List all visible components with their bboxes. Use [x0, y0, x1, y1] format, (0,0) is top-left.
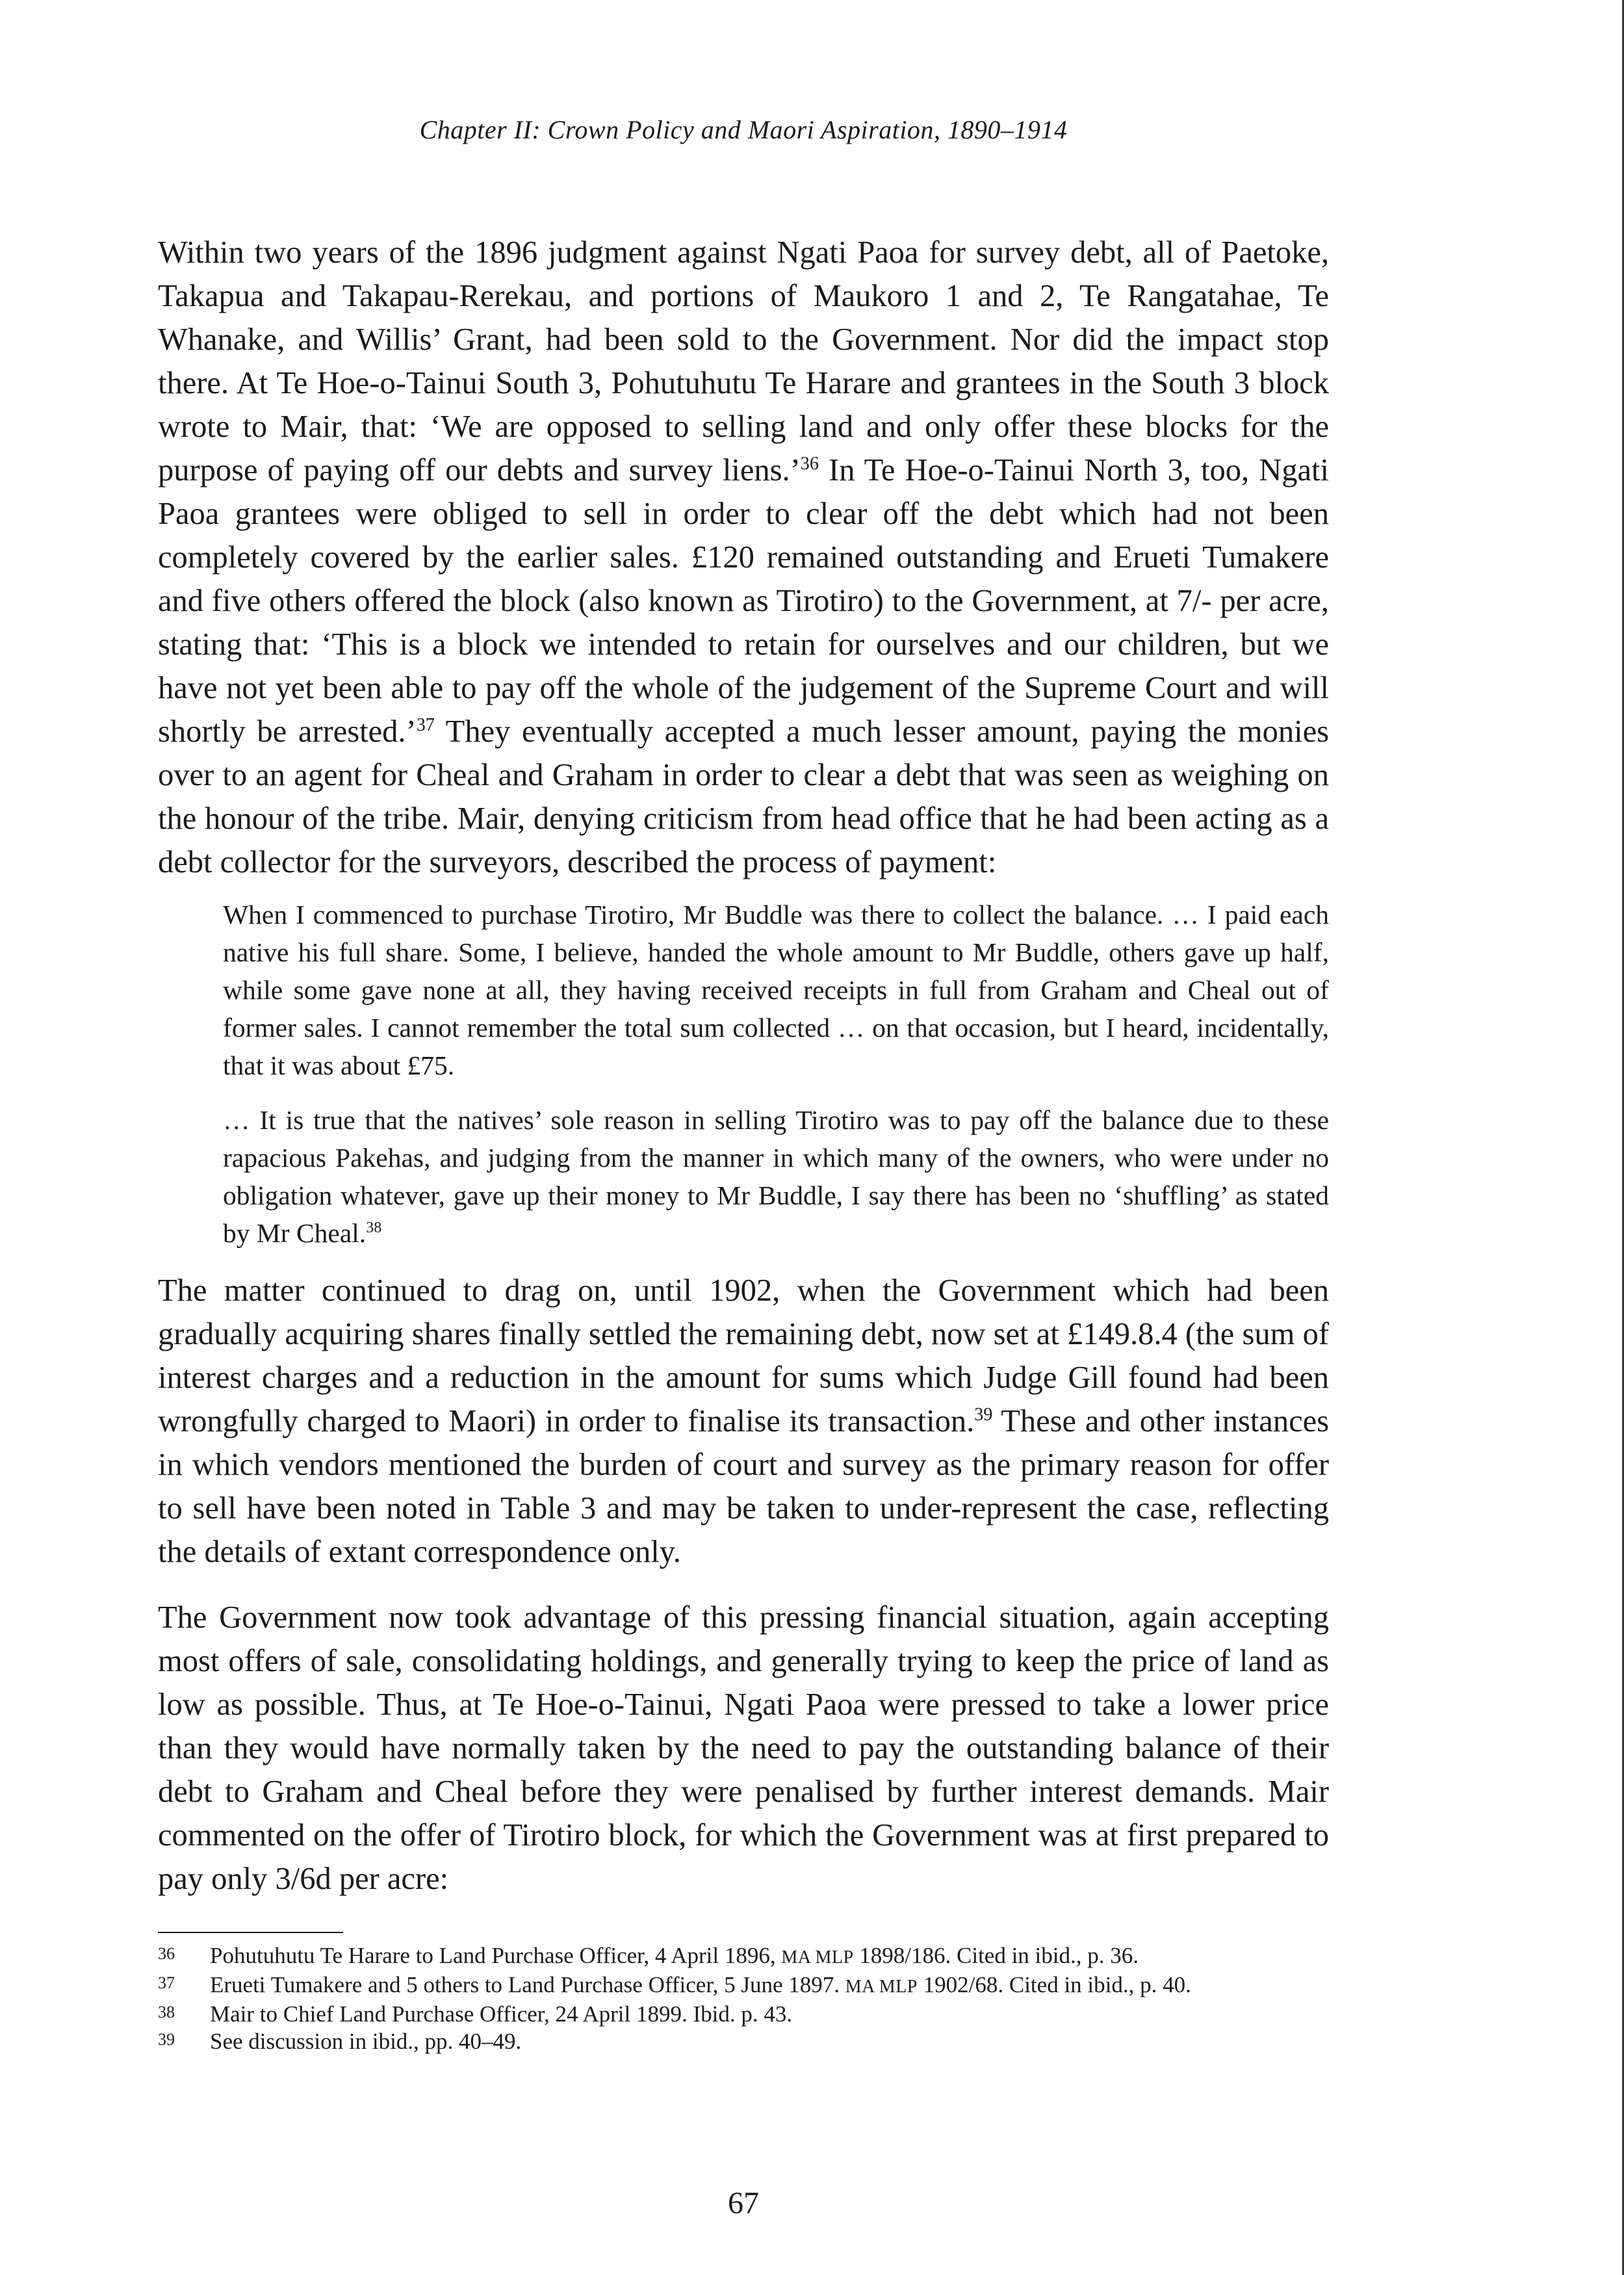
footnotes	[158, 1942, 1329, 2055]
footnote-rule	[158, 1932, 343, 1933]
paragraph-2-part-b: These and other instances in which vendors mentioned the burden of court and survey as the primary reason for offer to sell have been noted in Table 3 and may be taken to under-represent the case, reflecting the details of extant correspondence only.	[158, 1404, 1330, 1569]
footnote-37	[158, 1971, 1329, 2001]
footnote-text-a: Erueti Tumakere and 5 others to Land Purchase Officer, 5 June 1897.	[210, 1972, 845, 1997]
footnote-archive-code: MA MLP	[781, 1947, 854, 1968]
quote-paragraph-1: When I commenced to purchase Tirotiro, Mr Buddle was there to collect the balance. … I paid each native his full share. Some, I believe, handed the whole amount to Mr Buddle, others gave up half, while some gave none at all, they having received receipts in full from Graham and Cheal out of former sales. I cannot remember the total sum collected … on that occasion, but I heard, incidentally, that it was about £75.	[223, 900, 1329, 1080]
footnote-text	[210, 1942, 1329, 1971]
paragraph-1	[158, 231, 1329, 884]
footnote-ref-36[interactable]: 36	[800, 453, 819, 474]
footnote-ref-39[interactable]: 39	[974, 1404, 993, 1425]
quote-paragraph-2	[223, 1101, 1329, 1252]
footnote-text-a: Pohutuhutu Te Harare to Land Purchase Officer, 4 April 1896,	[210, 1943, 782, 1968]
footnote-text-b: 1902/68. Cited in ibid., p. 40.	[917, 1972, 1191, 1997]
paragraph-1-part-c: They eventually accepted a much lesser amount, paying the monies over to an agent for Cheal and Graham in order to clear a debt that was seen as weighing on the honour of the tribe. Mair, denying criticism from head office that he had been acting as a debt collector for the surveyors, described the process of payment:	[158, 714, 1329, 879]
page-number: 67	[728, 2186, 759, 2220]
paragraph-3: The Government now took advantage of this pressing financial situation, again accepting most offers of sale, consolidating holdings, and generally trying to keep the price of land as low as possible. Thus, at Te Hoe-o-Tainui, Ngati Paoa were pressed to take a lower price than they would have normally taken by the need to pay the outstanding balance of their debt to Graham and Cheal before they were penalised by further interest demands. Mair commented on the offer of Tirotiro block, for which the Government was at first prepared to pay only 3/6d per acre:	[158, 1600, 1329, 1896]
footnote-38	[158, 2001, 1329, 2028]
footnote-39	[158, 2028, 1329, 2055]
body-text	[158, 231, 1329, 1901]
quote-paragraph-2-text: … It is true that the natives’ sole reason in selling Tirotiro was to pay off the balance due to these rapacious Pakehas, and judging from the manner in which many of the owners, who were under no obligation whatever, gave up their money to Mr Buddle, I say there has been no ‘shuffling’ as stated by Mr Cheal.	[223, 1105, 1329, 1248]
footnote-number: 38	[158, 2003, 175, 2022]
footnote-number: 39	[158, 2030, 175, 2049]
paragraph-2-part-a: The matter continued to drag on, until 1902, when the Government which had been gradually acquiring shares finally settled the remaining debt, now set at £149.8.4 (the sum of interest charges and a reduction in the amount for sums which Judge Gill found had been wrongfully charged to Maori) in order to finalise its transaction.	[158, 1273, 1329, 1438]
running-head: Chapter II: Crown Policy and Maori Aspiration, 1890–1914	[419, 115, 1068, 144]
footnote-number: 37	[158, 1973, 175, 1992]
footnote-text	[210, 1971, 1329, 2001]
footnote-number: 36	[158, 1944, 175, 1963]
footnote-text-b: 1898/186. Cited in ibid., p. 36.	[853, 1943, 1139, 1968]
footnote-text: See discussion in ibid., pp. 40–49.	[210, 2029, 522, 2054]
footnote-ref-37[interactable]: 37	[416, 714, 435, 735]
footnote-36	[158, 1942, 1329, 1971]
paragraph-1-part-b: In Te Hoe-o-Tainui North 3, too, Ngati Paoa grantees were obliged to sell in order to clear off the debt which had not been completely covered by the earlier sales. £120 remained outstanding and Erueti Tumakere and five others offered the block (also known as Tirotiro) to the Government, at 7/- per acre, stating that: ‘This is a block we intended to retain for ourselves and our children, but we have not yet been able to pay off the whole of the judgement of the Supreme Court and will shortly be arrested.’	[158, 453, 1329, 749]
footnote-ref-38[interactable]: 38	[366, 1219, 382, 1237]
footnote-archive-code: MA MLP	[845, 1977, 918, 1997]
footnote-text: Mair to Chief Land Purchase Officer, 24 April 1899. Ibid. p. 43.	[210, 2001, 793, 2027]
paragraph-1-part-a: Within two years of the 1896 judgment against Ngati Paoa for survey debt, all of Paetoke, Takapua and Takapau-Rerekau, and portions of Maukoro 1 and 2, Te Rangatahae, Te Whanake, and Willis’ Grant, had been sold to the Government. Nor did the impact stop there. At Te Hoe-o-Tainui South 3, Pohutuhutu Te Harare and grantees in the South 3 block wrote to Mair, that: ‘We are opposed to selling land and only offer these blocks for the purpose of paying off our debts and survey liens.’	[158, 235, 1329, 488]
paragraph-2	[158, 1269, 1329, 1574]
block-quote	[223, 896, 1329, 1252]
